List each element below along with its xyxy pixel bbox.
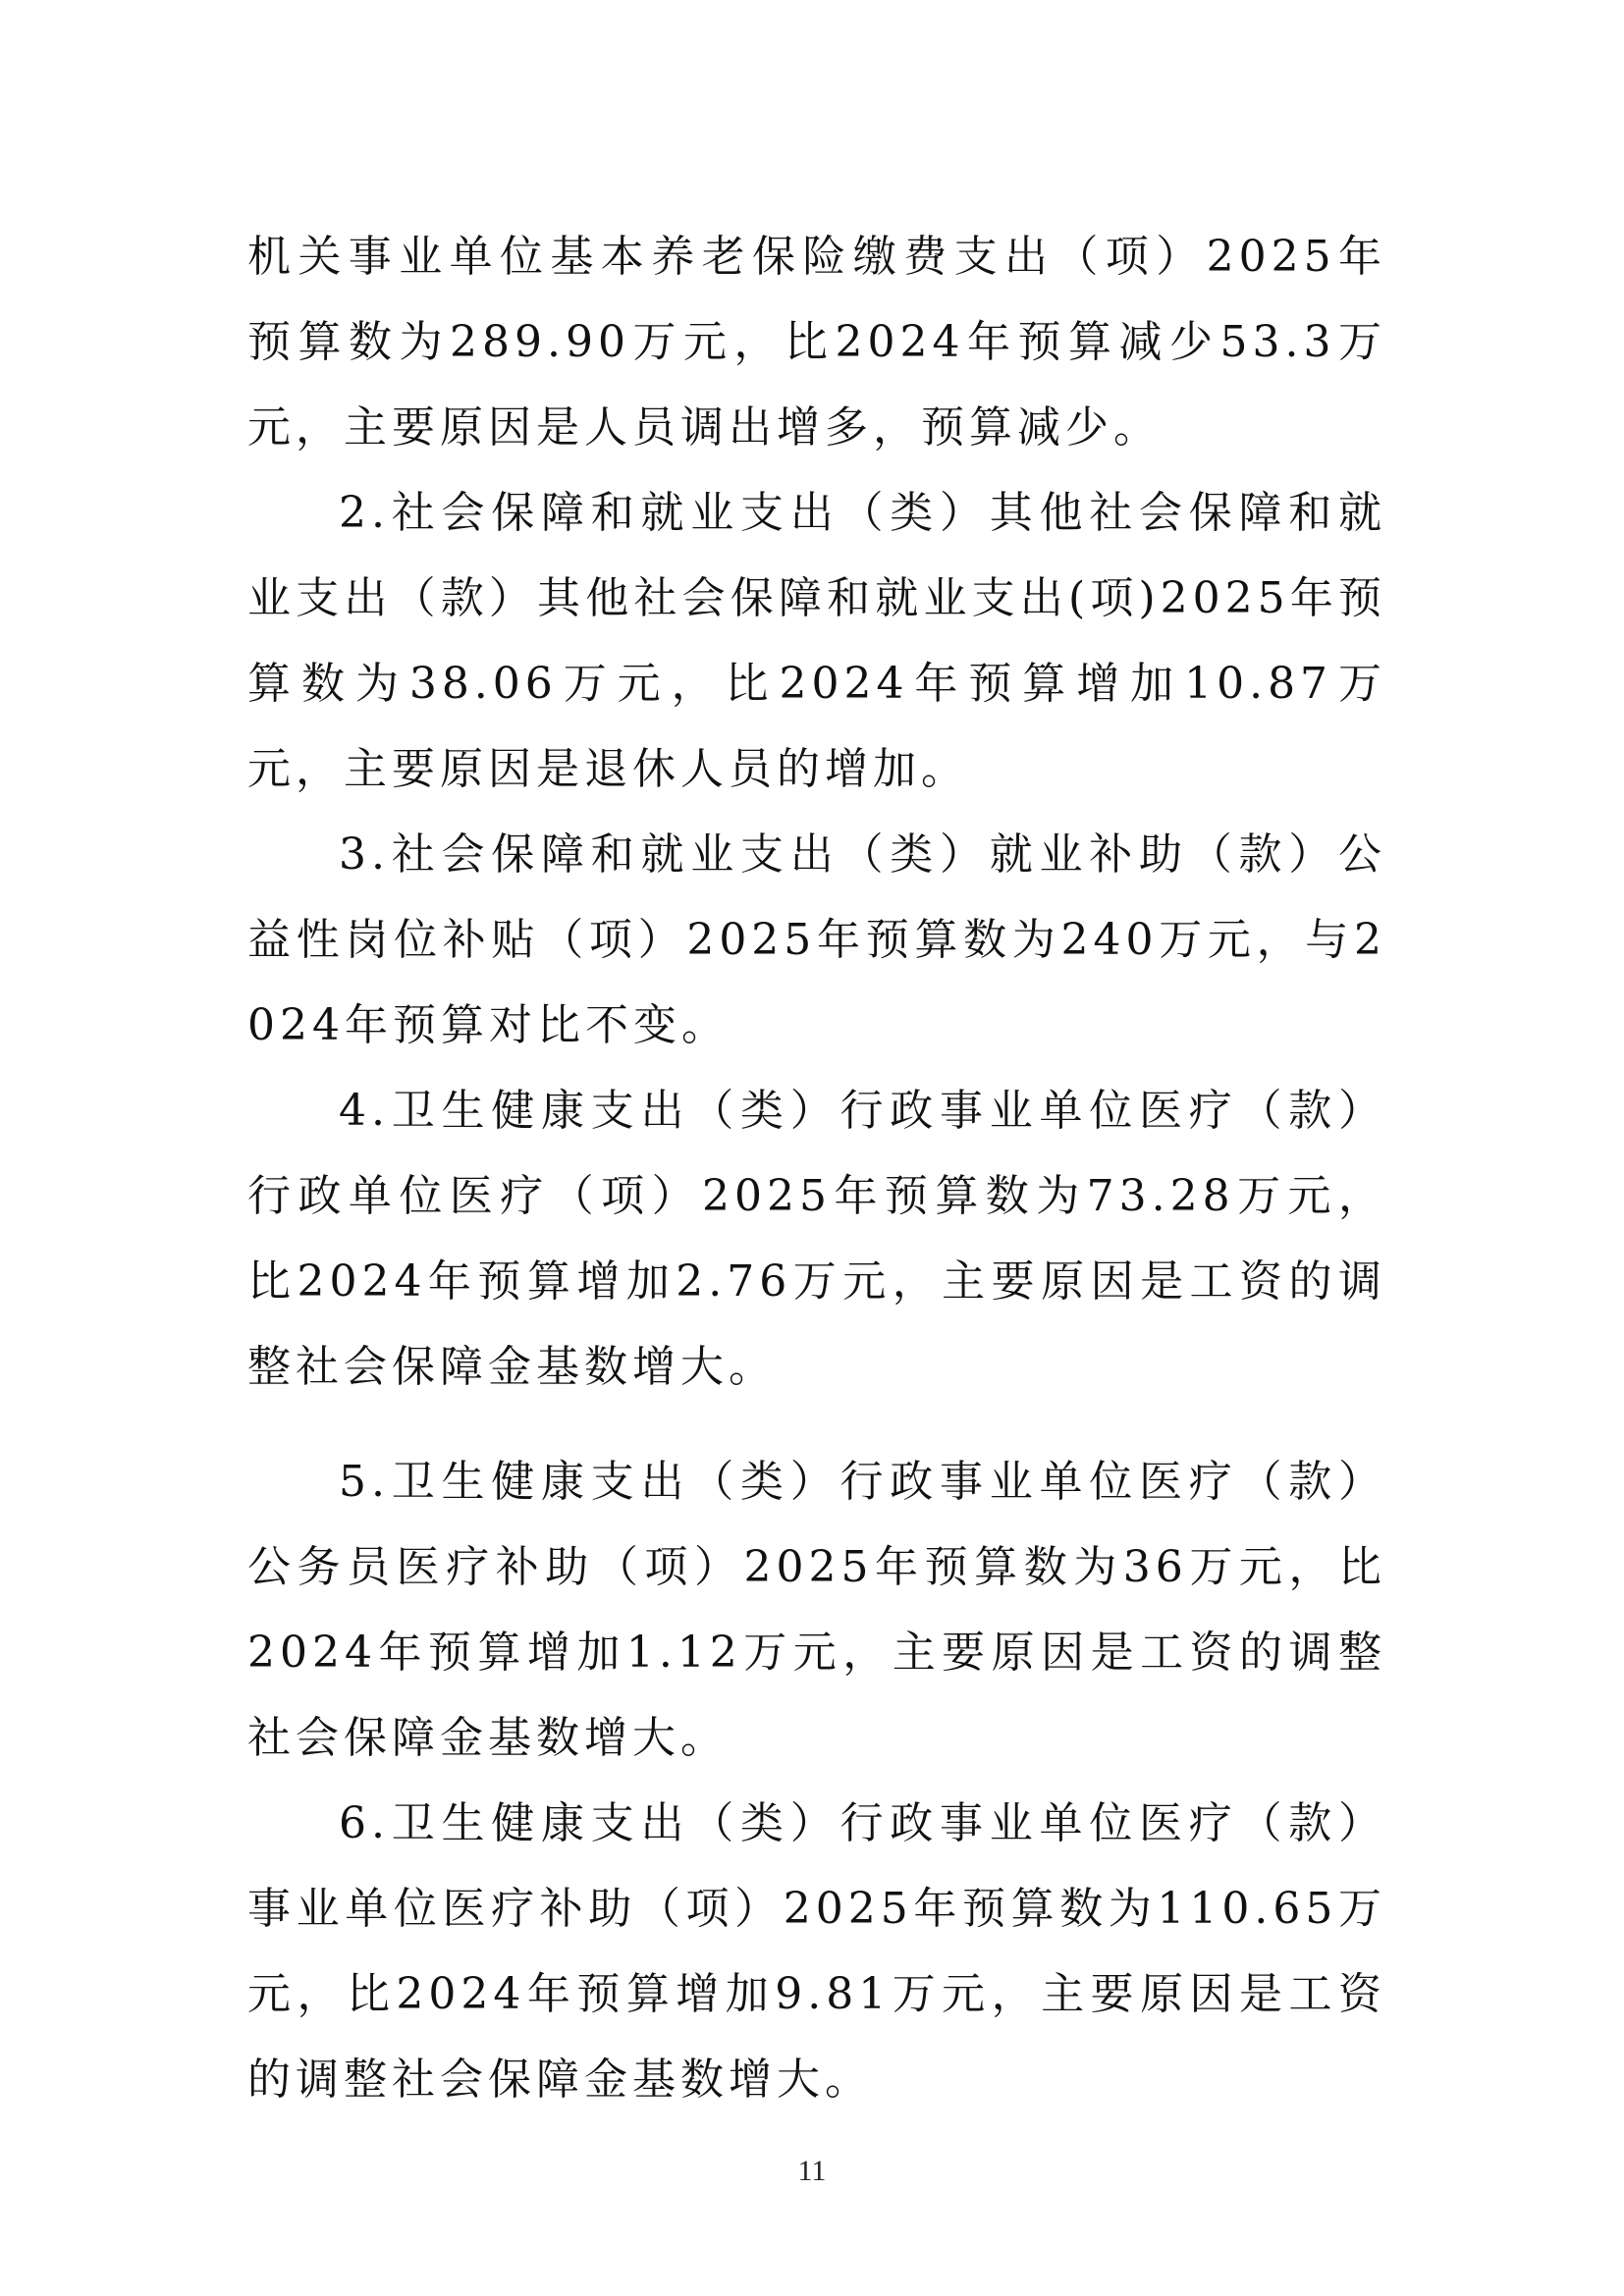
paragraph-item-3: 3.社会保障和就业支出（类）就业补助（款）公益性岗位补贴（项）2025年预算数为240万元，与2024年预算对比不变。 <box>247 829 1386 1050</box>
paragraph-item-6: 6.卫生健康支出（类）行政事业单位医疗（款）事业单位医疗补助（项）2025年预算数为110.65万元，比2024年预算增加9.81万元，主要原因是工资的调整社会保障金基数增大。 <box>247 1798 1386 2105</box>
page-number: 11 <box>797 2155 827 2187</box>
paragraph-item-4: 4.卫生健康支出（类）行政事业单位医疗（款）行政单位医疗（项）2025年预算数为73.28万元，比2024年预算增加2.76万元，主要原因是工资的调整社会保障金基数增大。 <box>247 1086 1386 1392</box>
page-body <box>247 214 1386 2122</box>
paragraph-item-2: 2.社会保障和就业支出（类）其他社会保障和就业支出（款）其他社会保障和就业支出(项)2025年预算数为38.06万元，比2024年预算增加10.87万元，主要原因是退休人员的增加。 <box>247 488 1386 794</box>
paragraph-pension-continuation: 机关事业单位基本养老保险缴费支出（项）2025年预算数为289.90万元，比2024年预算减少53.3万元，主要原因是人员调出增多，预算减少。 <box>247 232 1386 453</box>
paragraph-item-5: 5.卫生健康支出（类）行政事业单位医疗（款）公务员医疗补助（项）2025年预算数为36万元，比2024年预算增加1.12万元，主要原因是工资的调整社会保障金基数增大。 <box>247 1457 1386 1763</box>
